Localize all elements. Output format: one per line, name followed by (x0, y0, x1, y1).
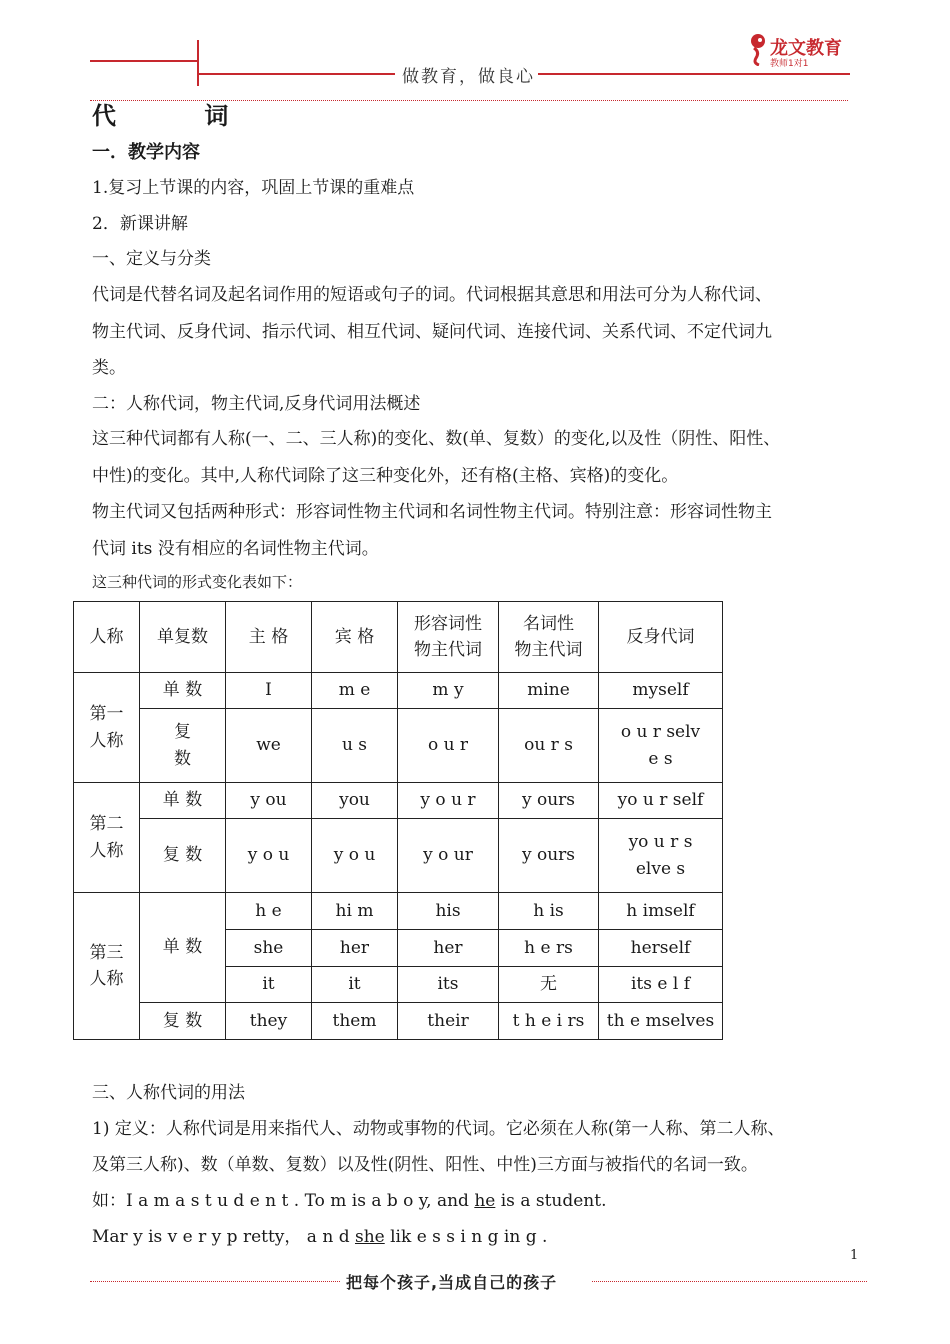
table-cell: m e (312, 673, 398, 709)
table-cell: they (226, 1003, 312, 1040)
number-cell: 单 数 (140, 673, 226, 709)
table-cell: y ou (226, 783, 312, 819)
table-cell: y ours (499, 783, 599, 819)
table-cell: o u r (398, 709, 499, 783)
dragon-logo-icon (748, 32, 770, 66)
table-cell: them (312, 1003, 398, 1040)
logo-subtext: 教师1对1 (770, 59, 809, 69)
logo-text: 龙文教育 (770, 38, 842, 59)
table-cell: u s (312, 709, 398, 783)
footer-slogan: 把每个孩子,当成自己的孩子 (346, 1273, 558, 1292)
table-row (74, 783, 723, 819)
table-row (74, 819, 723, 893)
header-cell: 单复数 (140, 602, 226, 673)
person-cell: 第二 人称 (74, 783, 140, 893)
paragraph-line: 这三种代词都有人称(一、二、三人称)的变化、数(单、复数）的变化,以及性（阴性、阳性、 (92, 429, 781, 449)
table-row (74, 709, 723, 783)
subheading-usage: 三、人称代词的用法 (92, 1083, 245, 1103)
table-cell: myself (599, 673, 723, 709)
section-heading: 一．教学内容 (92, 142, 200, 163)
table-cell: m y (398, 673, 499, 709)
header-cell: 人称 (74, 602, 140, 673)
paragraph-line: 代词 its 没有相应的名词性物主代词。 (92, 539, 379, 559)
table-cell: she (226, 930, 312, 967)
header-cell: 宾 格 (312, 602, 398, 673)
table-row (74, 1003, 723, 1040)
paragraph-line: 类。 (92, 358, 126, 378)
table-cell: yo u r s elve s (599, 819, 723, 893)
table-row (74, 673, 723, 709)
subheading-definition: 一、定义与分类 (92, 249, 211, 269)
table-cell: y ours (499, 819, 599, 893)
table-cell: y o u (226, 819, 312, 893)
number-cell: 复 数 (140, 819, 226, 893)
table-cell: we (226, 709, 312, 783)
table-cell: herself (599, 930, 723, 967)
pronoun-table (73, 601, 723, 1040)
table-cell: her (312, 930, 398, 967)
table-cell: you (312, 783, 398, 819)
paragraph-line: 及第三人称)、数（单数、复数）以及性(阴性、阳性、中性)三方面与被指代的名词一致。 (92, 1155, 758, 1175)
header-cell: 主 格 (226, 602, 312, 673)
paragraph-line: 中性)的变化。其中,人称代词除了这三种变化外，还有格(主格、宾格)的变化。 (92, 466, 679, 486)
underlined-pronoun: she (354, 1227, 385, 1247)
table-cell: y o u r (398, 783, 499, 819)
header-rule-mid (199, 73, 395, 75)
person-cell: 第三 人称 (74, 893, 140, 1040)
header-cell: 反身代词 (599, 602, 723, 673)
header-slogan: 做教育，做良心 (402, 67, 535, 87)
item-new-lesson: 2．新课讲解 (92, 214, 188, 234)
number-cell: 单 数 (140, 893, 226, 1003)
header-cell: 形容词性 物主代词 (398, 602, 499, 673)
header-rule-left (90, 60, 198, 62)
subheading-overview: 二：人称代词，物主代词,反身代词用法概述 (92, 394, 421, 414)
table-cell: o u r selv e s (599, 709, 723, 783)
table-caption: 这三种代词的形式变化表如下： (92, 573, 303, 591)
table-cell: h imself (599, 893, 723, 930)
table-cell: y o u (312, 819, 398, 893)
table-cell: h is (499, 893, 599, 930)
header-cell: 名词性 物主代词 (499, 602, 599, 673)
table-cell: its e l f (599, 967, 723, 1003)
footer-dotted-right (592, 1281, 867, 1282)
item-review: 1.复习上节课的内容，巩固上节课的重难点 (92, 178, 415, 198)
table-cell: hi m (312, 893, 398, 930)
paragraph-line: 代词是代替名词及起名词作用的短语或句子的词。代词根据其意思和用法可分为人称代词、 (92, 285, 772, 305)
table-cell: it (312, 967, 398, 1003)
person-cell: 第一 人称 (74, 673, 140, 783)
table-cell: h e rs (499, 930, 599, 967)
header-rule-right (538, 73, 850, 75)
table-cell: mine (499, 673, 599, 709)
table-cell: th e mselves (599, 1003, 723, 1040)
footer-dotted-left (90, 1281, 340, 1282)
example-sentence: Mar y is v e r y p retty， a n d she lik e s s i n g in g . (92, 1227, 548, 1247)
table-cell: t h e i rs (499, 1003, 599, 1040)
table-cell: their (398, 1003, 499, 1040)
page-title: 代 词 (92, 101, 269, 130)
table-cell: ou r s (499, 709, 599, 783)
table-header-row (74, 602, 723, 673)
header-rule-vertical (197, 40, 199, 86)
table-cell: yo u r self (599, 783, 723, 819)
paragraph-line: 物主代词、反身代词、指示代词、相互代词、疑问代词、连接代词、关系代词、不定代词九 (92, 322, 772, 342)
table-cell: y o ur (398, 819, 499, 893)
page-number: 1 (850, 1248, 859, 1263)
table-row (74, 893, 723, 930)
table-cell: it (226, 967, 312, 1003)
example-sentence: 如：I a m a s t u d e n t . To m is a b o y, and he is a student. (92, 1191, 607, 1211)
paragraph-line: 1) 定义：人称代词是用来指代人、动物或事物的代词。它必须在人称(第一人称、第二人称、 (92, 1119, 785, 1139)
underlined-pronoun: he (474, 1191, 496, 1211)
table-cell: 无 (499, 967, 599, 1003)
table-cell: I (226, 673, 312, 709)
number-cell: 复 数 (140, 709, 226, 783)
number-cell: 复 数 (140, 1003, 226, 1040)
paragraph-line: 物主代词又包括两种形式：形容词性物主代词和名词性物主代词。特别注意：形容词性物主 (92, 502, 772, 522)
table-cell: its (398, 967, 499, 1003)
table-cell: h e (226, 893, 312, 930)
brand-logo (748, 32, 842, 72)
table-cell: her (398, 930, 499, 967)
number-cell: 单 数 (140, 783, 226, 819)
table-cell: his (398, 893, 499, 930)
